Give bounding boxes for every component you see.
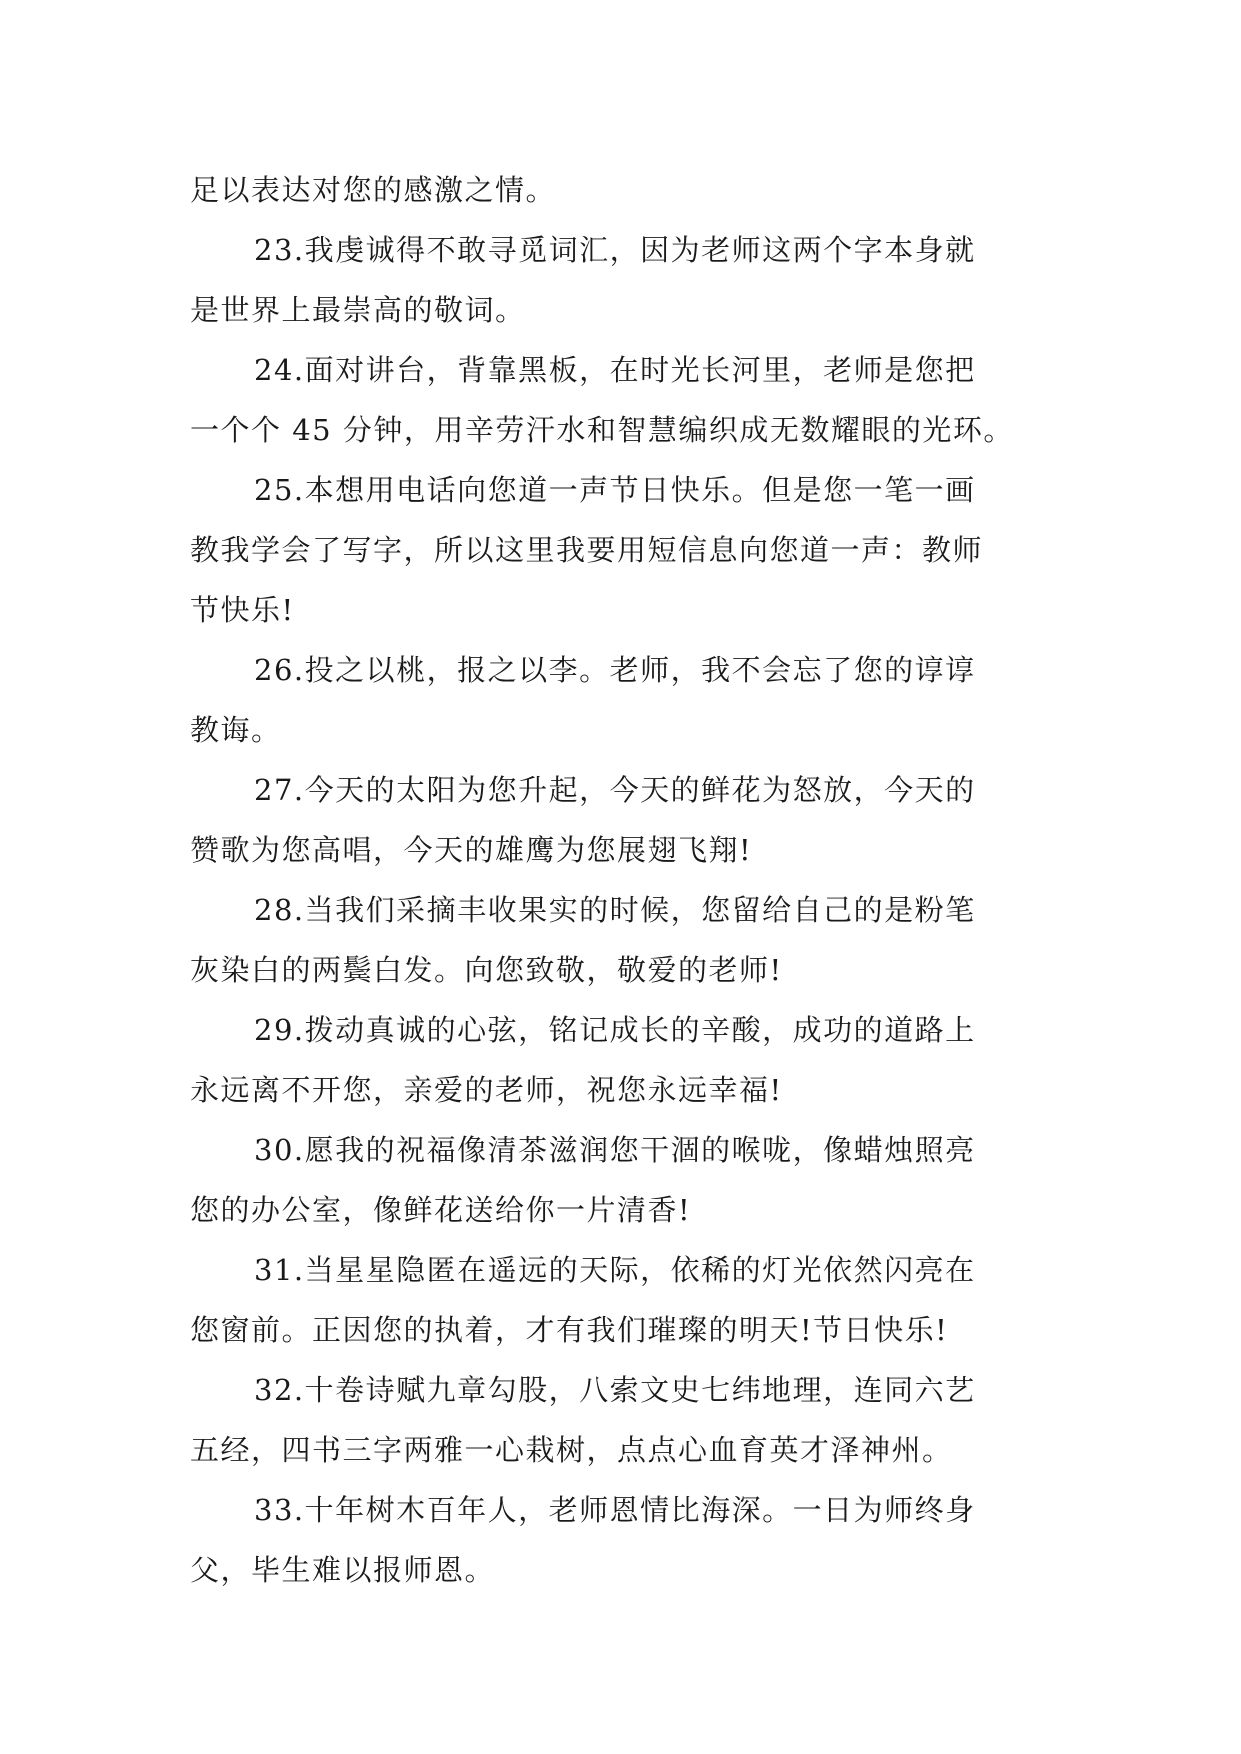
paragraph (190, 460, 1070, 640)
text-line: 灰染白的两鬓白发。向您致敬，敬爱的老师! (190, 953, 783, 987)
text-line: 29.拨动真诚的心弦，铭记成长的辛酸，成功的道路上 (254, 1013, 976, 1047)
paragraph (190, 640, 1070, 760)
text-line: 足以表达对您的感激之情。 (190, 173, 557, 207)
text-line: 23.我虔诚得不敢寻觅词汇，因为老师这两个字本身就 (254, 233, 976, 267)
paragraph (190, 760, 1070, 880)
text-line: 赞歌为您高唱，今天的雄鹰为您展翅飞翔! (190, 833, 753, 867)
paragraph (190, 340, 1070, 460)
text-line: 节快乐! (190, 593, 295, 627)
paragraph (190, 1240, 1070, 1360)
text-line: 30.愿我的祝福像清茶滋润您干涸的喉咙，像蜡烛照亮 (254, 1133, 976, 1167)
paragraph (190, 160, 1070, 220)
paragraph (190, 1360, 1070, 1480)
text-line: 教诲。 (190, 713, 282, 747)
text-line: 31.当星星隐匿在遥远的天际，依稀的灯光依然闪亮在 (254, 1253, 976, 1287)
paragraph (190, 1480, 1070, 1600)
paragraph (190, 880, 1070, 1000)
text-line: 五经，四书三字两雅一心栽树，点点心血育英才泽神州。 (190, 1433, 953, 1467)
paragraph (190, 1120, 1070, 1240)
text-line: 24.面对讲台，背靠黑板，在时光长河里，老师是您把 (254, 353, 976, 387)
text-line: 永远离不开您，亲爱的老师，祝您永远幸福! (190, 1073, 783, 1107)
text-line: 32.十卷诗赋九章勾股，八索文史七纬地理，连同六艺 (254, 1373, 976, 1407)
text-line: 25.本想用电话向您道一声节日快乐。但是您一笔一画 (254, 473, 976, 507)
text-line: 是世界上最崇高的敬词。 (190, 293, 526, 327)
text-line: 您窗前。正因您的执着，才有我们璀璨的明天!节日快乐! (190, 1313, 949, 1347)
text-line: 26.投之以桃，报之以李。老师，我不会忘了您的谆谆 (254, 653, 976, 687)
text-line: 27.今天的太阳为您升起，今天的鲜花为怒放，今天的 (254, 773, 976, 807)
text-line: 父，毕生难以报师恩。 (190, 1553, 496, 1587)
text-line: 您的办公室，像鲜花送给你一片清香! (190, 1193, 692, 1227)
document-body (190, 160, 1070, 1600)
text-line: 教我学会了写字，所以这里我要用短信息向您道一声：教师 (190, 533, 984, 567)
paragraph (190, 1000, 1070, 1120)
text-line: 33.十年树木百年人，老师恩情比海深。一日为师终身 (254, 1493, 976, 1527)
text-line: 一个个 45 分钟，用辛劳汗水和智慧编织成无数耀眼的光环。 (190, 413, 1014, 447)
paragraph (190, 220, 1070, 340)
text-line: 28.当我们采摘丰收果实的时候，您留给自己的是粉笔 (254, 893, 976, 927)
